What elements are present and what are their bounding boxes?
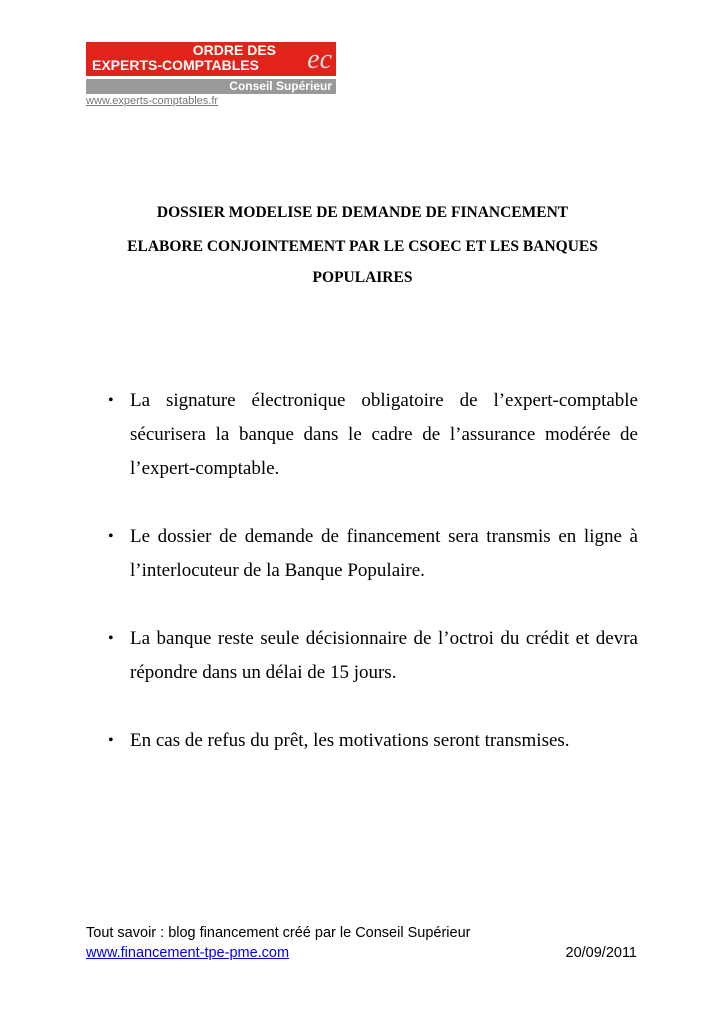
logo-subtitle: Conseil Supérieur [86,79,336,94]
footer-link[interactable]: www.financement-tpe-pme.com [86,945,290,961]
logo-banner [86,42,336,76]
bullet-item: • La banque reste seule décisionnaire de l’octroi du crédit et devra répondre dans un délai de 15 jours. [108,622,638,690]
title-line2: ELABORE CONJOINTEMENT PAR LE CSOEC ET LES BANQUES [127,238,598,255]
title-line3: POPULAIRES [312,269,413,286]
title-line1: DOSSIER MODELISE DE DEMANDE DE FINANCEMENT [156,204,569,221]
bullet-list [108,384,638,792]
footer-date: 20/09/2011 [565,945,637,961]
footer-text: Tout savoir : blog financement créé par le Conseil Supérieur [86,925,471,941]
logo [86,42,336,94]
logo-line1: ORDRE DES [192,42,276,58]
website-link[interactable]: www.experts-comptables.fr [86,95,219,107]
bullet-item: • En cas de refus du prêt, les motivations seront transmises. [108,724,638,758]
logo-line2: EXPERTS-COMPTABLES [92,57,259,73]
bullet-item: • Le dossier de demande de financement sera transmis en ligne à l’interlocuteur de la Banque Populaire. [108,520,638,588]
logo-mark-icon: ec [307,44,332,75]
bullet-item: • La signature électronique obligatoire de l’expert-comptable sécurisera la banque dans le cadre de l’assurance modérée de l’expert-comptable. [108,384,638,486]
